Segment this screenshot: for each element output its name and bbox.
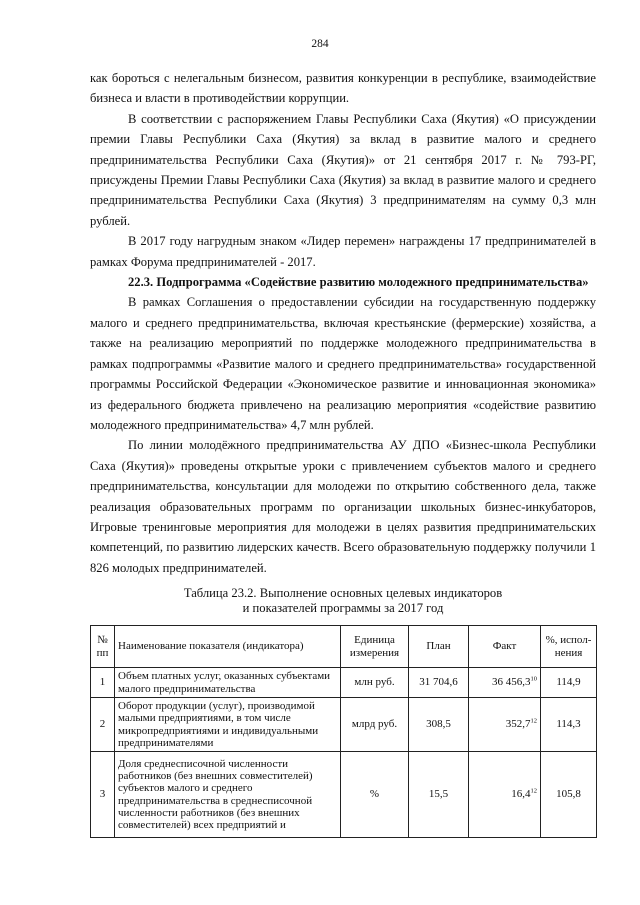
cell-name: Объем платных услуг, оказанных субъектами малого предпринимательства <box>115 668 341 698</box>
body-text <box>90 68 596 578</box>
cell-num: 3 <box>91 752 115 838</box>
cell-name: Доля среднесписочной численности работников (без внешних совместителей) субъектов малого и среднего предпринимательства в среднесписочной численности работников (без внешних совместителей) всех предприятий и <box>115 752 341 838</box>
fact-value: 16,4 <box>511 788 531 801</box>
section-heading: 22.3. Подпрограмма «Содействие развитию молодежного предпринимательства» <box>128 275 589 290</box>
indicators-table <box>90 625 597 838</box>
footnote-mark: 12 <box>530 787 537 795</box>
cell-plan: 31 704,6 <box>409 668 469 698</box>
cell-num: 2 <box>91 698 115 752</box>
cell-plan: 308,5 <box>409 698 469 752</box>
cell-fact <box>469 698 541 752</box>
header-fact: Факт <box>469 626 541 668</box>
cell-pct: 114,3 <box>541 698 597 752</box>
paragraph: В 2017 году нагрудным знаком «Лидер перемен» награждены 17 предпринимателей в рамках Форума предпринимателей - 2017. <box>90 234 596 269</box>
cell-fact <box>469 668 541 698</box>
cell-fact <box>469 752 541 838</box>
page-number: 284 <box>311 38 329 50</box>
cell-unit: млн руб. <box>341 668 409 698</box>
header-num: № пп <box>91 626 115 668</box>
table-row <box>91 668 597 698</box>
table-caption-line: и показателей программы за 2017 год <box>242 600 444 615</box>
fact-value: 36 456,3 <box>492 676 531 689</box>
cell-name: Оборот продукции (услуг), производимой малыми предприятиями, в том числе микропредприятиями и индивидуальными предпринимателями <box>115 698 341 752</box>
header-unit: Единица измерения <box>341 626 409 668</box>
paragraph: В соответствии с распоряжением Главы Республики Саха (Якутия) «О присуждении премии Главы Республики Саха (Якутия) за вклад в развитие малого и среднего предпринимательства Республики Саха (Якутия)» от 21 сентября 2017 г. № 793-РГ, присуждены Премии Главы Республики Саха (Якутия) за вклад в развитие малого и среднего предпринимательства Республики Саха (Якутия) 3 предпринимателям на сумму 0,3 млн рублей. <box>90 111 596 228</box>
table-caption-line: Таблица 23.2. Выполнение основных целевых индикаторов <box>183 586 503 600</box>
paragraph: как бороться с нелегальным бизнесом, развития конкуренции в республике, взаимодействие бизнеса и власти в противодействии коррупции. <box>90 71 596 106</box>
cell-pct: 114,9 <box>541 668 597 698</box>
table-row <box>91 698 597 752</box>
header-name: Наименование показателя (индикатора) <box>115 626 341 668</box>
header-pct: %, испол-нения <box>541 626 597 668</box>
fact-value: 352,7 <box>505 718 531 731</box>
cell-unit: % <box>341 752 409 838</box>
footnote-mark: 12 <box>530 717 537 725</box>
table-header-row <box>91 626 597 668</box>
header-plan: План <box>409 626 469 668</box>
paragraph: В рамках Соглашения о предоставлении субсидии на государственную поддержку малого и среднего предпринимательства, включая крестьянские (фермерские) хозяйства, а также на реализацию мероприятий по поддержке молодежного предпринимательства в рамках подпрограммы «Развитие малого и среднего предпринимательства» государственной программы Российской Федерации «Экономическое развитие и инновационная экономика» из федерального бюджета привлечено на реализацию мероприятия «содействие развитию молодежного предпринимательства» 4,7 млн рублей. <box>90 295 596 432</box>
cell-num: 1 <box>91 668 115 698</box>
table-row <box>91 752 597 838</box>
footnote-mark: 10 <box>530 675 537 683</box>
cell-unit: млрд руб. <box>341 698 409 752</box>
cell-pct: 105,8 <box>541 752 597 838</box>
paragraph: По линии молодёжного предпринимательства АУ ДПО «Бизнес-школа Республики Саха (Якутия)» проведены открытые уроки с привлечением субъектов малого и среднего предпринимательства, консультации для молодежи по открытию собственного дела, также реализация образовательных программ по организации школьных бизнес-инкубаторов, Игровые тренинговые мероприятия для молодежи в целях развития предпринимательских компетенций, по развитию лидерских качеств. Всего образовательную поддержку получили 1 826 молодых предпринимателей. <box>90 438 596 575</box>
cell-plan: 15,5 <box>409 752 469 838</box>
table-caption <box>90 586 596 615</box>
